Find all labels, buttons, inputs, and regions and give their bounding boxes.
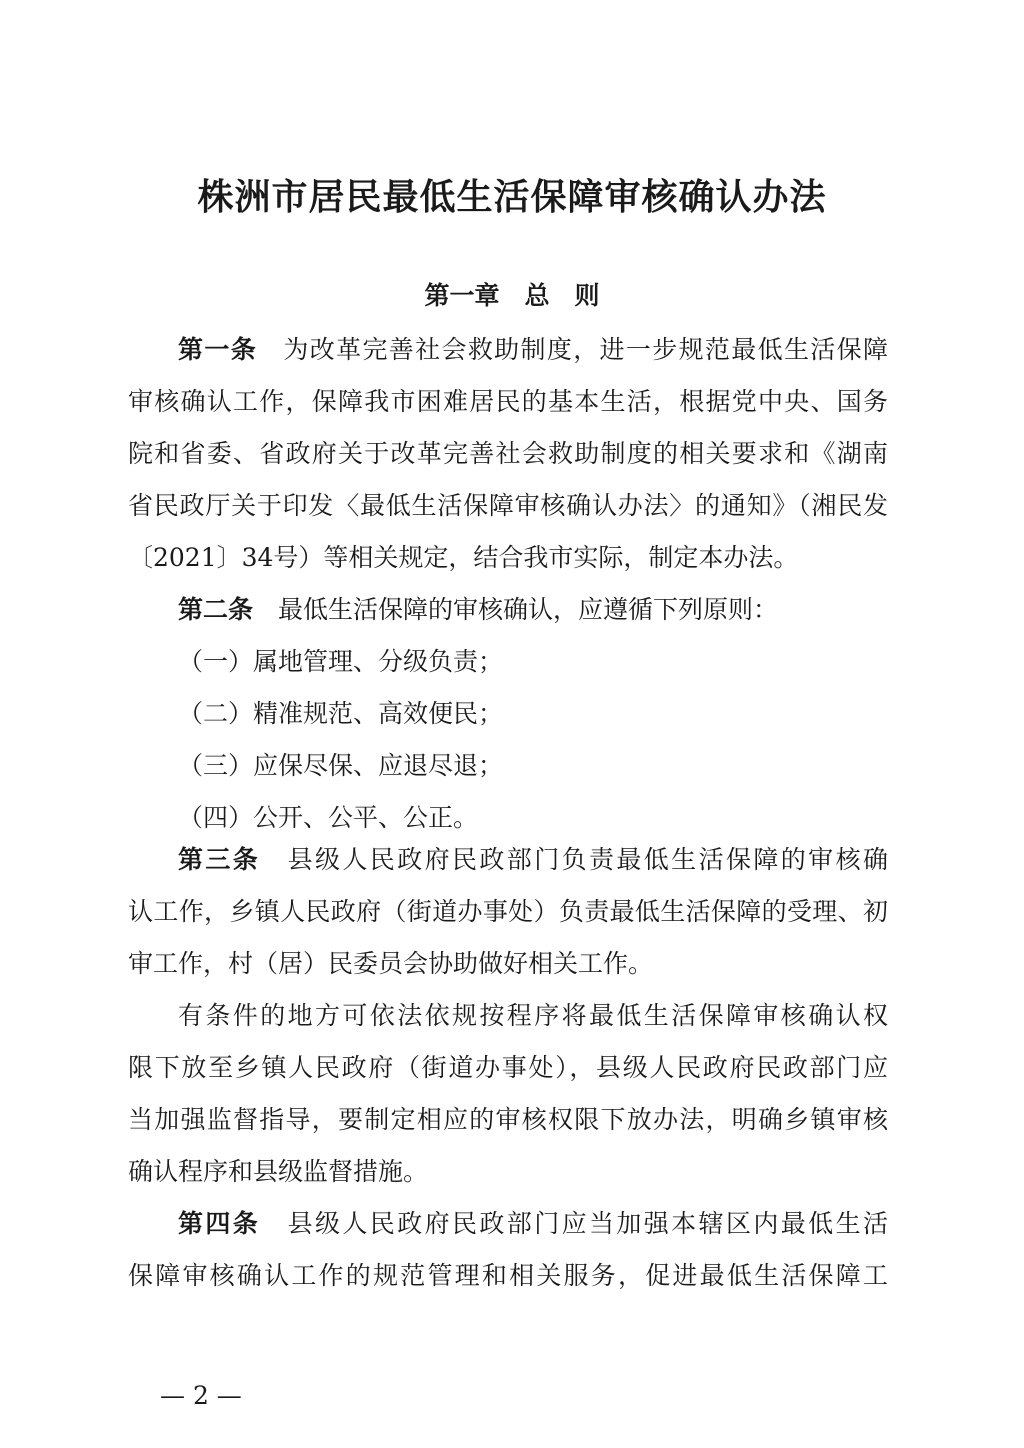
article-2-item-4: （四）公开、公平、公正。 [178, 803, 479, 832]
article-1-line-3: 院和省委、省政府关于改革完善社会救助制度的相关要求和《湖南 [128, 439, 888, 468]
article-3-para2-line-3: 当加强监督指导，要制定相应的审核权限下放办法，明确乡镇审核 [128, 1105, 888, 1134]
article-4-line-2: 保障审核确认工作的规范管理和相关服务，促进最低生活保障工 [128, 1261, 888, 1290]
article-1-label: 第一条 [178, 335, 258, 364]
article-2-item-3: （三）应保尽保、应退尽退； [178, 751, 504, 780]
article-3-para2-line-4: 确认程序和县级监督措施。 [128, 1157, 429, 1186]
article-3-para2-line-2: 限下放至乡镇人民政府（街道办事处），县级人民政府民政部门应 [128, 1053, 888, 1082]
article-1-line-2: 审核确认工作，保障我市困难居民的基本生活，根据党中央、国务 [128, 387, 888, 416]
article-1-line-5: 〔2021〕34号）等相关规定，结合我市实际，制定本办法。 [128, 543, 799, 572]
article-4-label: 第四条 [178, 1209, 261, 1238]
article-3-label: 第三条 [178, 845, 261, 874]
article-4-line-1: 第四条 县级人民政府民政部门应当加强本辖区内最低生活 [178, 1209, 888, 1238]
page-number: — 2 — [160, 1381, 242, 1410]
document-title: 株洲市居民最低生活保障审核确认办法 [197, 176, 827, 218]
chapter-heading: 第一章 总 则 [424, 281, 600, 310]
article-3-line-1: 第三条 县级人民政府民政部门负责最低生活保障的审核确 [178, 845, 888, 874]
article-3-line-3: 审工作，村（居）民委员会协助做好相关工作。 [128, 949, 654, 978]
article-2-label: 第二条 [178, 595, 254, 624]
article-1-line-4: 省民政厅关于印发〈最低生活保障审核确认办法〉的通知》（湘民发 [128, 491, 888, 520]
article-2-line-1: 第二条 最低生活保障的审核确认，应遵循下列原则： [178, 595, 779, 624]
article-3-para2-line-1: 有条件的地方可依法依规按程序将最低生活保障审核确认权 [178, 1001, 888, 1030]
article-2-item-1: （一）属地管理、分级负责； [178, 647, 504, 676]
article-3-line-2: 认工作，乡镇人民政府（街道办事处）负责最低生活保障的受理、初 [128, 897, 888, 926]
article-1-line-1: 第一条 为改革完善社会救助制度，进一步规范最低生活保障 [178, 335, 888, 364]
article-2-item-2: （二）精准规范、高效便民； [178, 699, 504, 728]
